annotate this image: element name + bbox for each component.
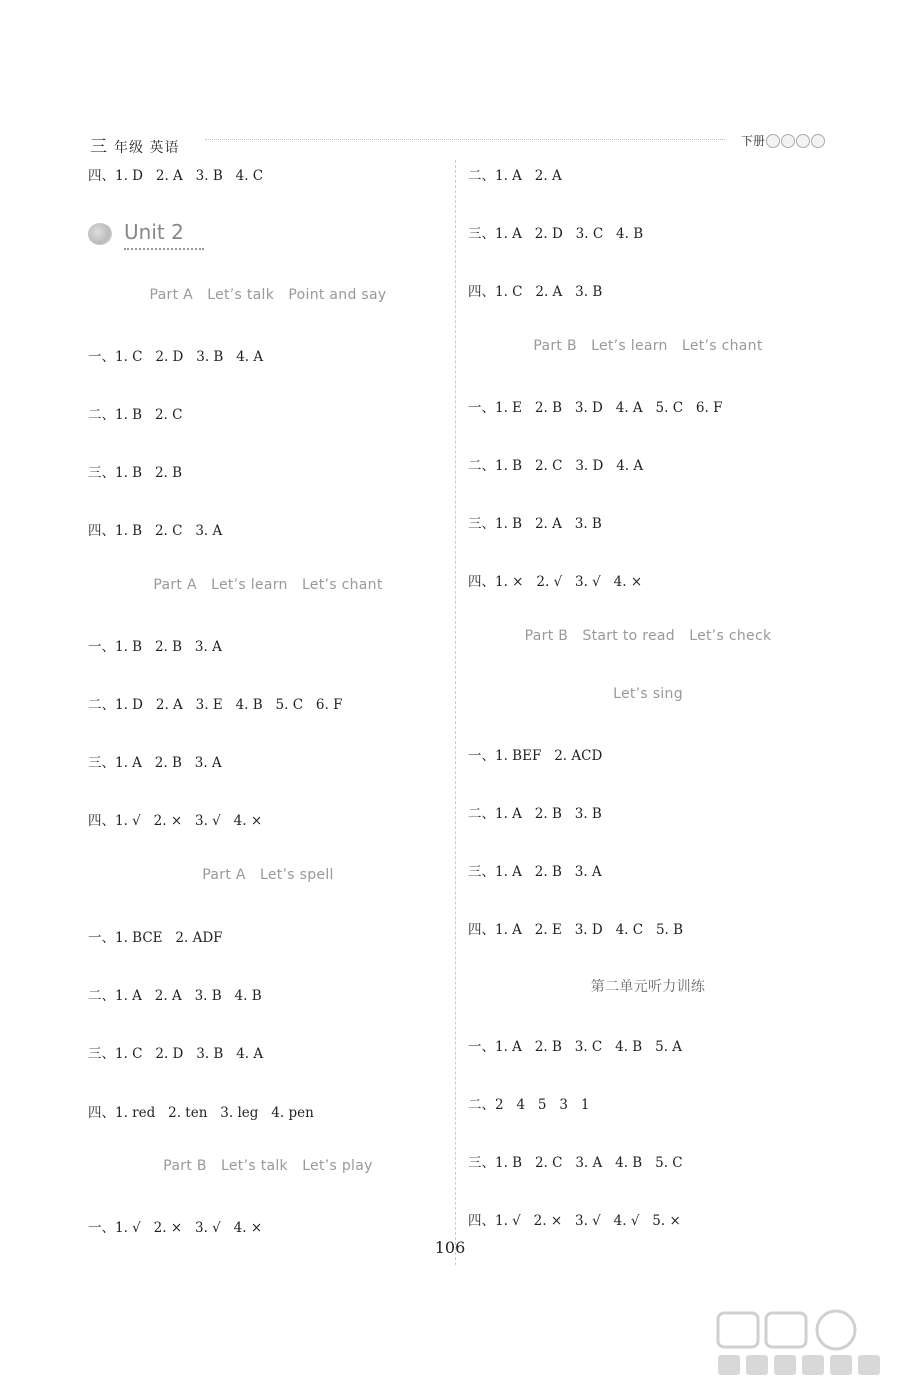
answer-row: 二、1. B 2. C: [88, 407, 183, 423]
answer-row: 一、1. E 2. B 3. D 4. A 5. C 6. F: [468, 400, 723, 416]
answer-row: 三、1. B 2. B: [88, 465, 183, 481]
answer-row: 四、1. B 2. C 3. A: [88, 523, 223, 539]
section-heading: Part A Let’s spell: [202, 867, 334, 883]
answer-row: 二、1. D 2. A 3. E 4. B 5. C 6. F: [88, 697, 343, 713]
answer-row: 四、1. D 2. A 3. B 4. C: [88, 168, 264, 184]
answer-row: 一、1. A 2. B 3. C 4. B 5. A: [468, 1039, 683, 1055]
answer-row: 一、1. BEF 2. ACD: [468, 748, 603, 764]
unit-badge-icon: [88, 223, 112, 245]
unit-title: Unit 2: [124, 220, 184, 244]
answer-row: 一、1. B 2. B 3. A: [88, 639, 222, 655]
grade-subject: 三 年级 英语: [90, 137, 180, 157]
rating-stars-icon: [766, 134, 825, 148]
answer-row: 四、1. × 2. √ 3. √ 4. ×: [468, 574, 643, 590]
section-heading: Part A Let’s talk Point and say: [149, 287, 387, 303]
answer-row: 一、1. √ 2. × 3. √ 4. ×: [88, 1220, 263, 1236]
section-heading: 第二单元听力训练: [590, 979, 706, 995]
column-divider: [455, 160, 456, 1265]
answer-row: 一、1. BCE 2. ADF: [88, 930, 223, 946]
section-heading: Part A Let’s learn Let’s chant: [153, 577, 383, 593]
answer-row: 三、1. A 2. D 3. C 4. B: [468, 226, 644, 242]
section-heading: Let’s sing: [613, 686, 683, 702]
unit-underline: [124, 248, 204, 250]
volume-label: 下册: [740, 134, 765, 148]
page-number: 106: [434, 1238, 466, 1257]
answer-row: 四、1. C 2. A 3. B: [468, 284, 603, 300]
answer-row: 三、1. B 2. A 3. B: [468, 516, 602, 532]
answer-row: 四、1. √ 2. × 3. √ 4. √ 5. ×: [468, 1213, 681, 1229]
answer-row: 四、1. red 2. ten 3. leg 4. pen: [88, 1105, 314, 1121]
answer-row: 二、1. A 2. A 3. B 4. B: [88, 988, 262, 1004]
watermark-logo-icon: [710, 1307, 890, 1382]
answer-row: 四、1. √ 2. × 3. √ 4. ×: [88, 813, 263, 829]
answer-row: 三、1. A 2. B 3. A: [468, 864, 602, 880]
answer-row: 二、1. B 2. C 3. D 4. A: [468, 458, 644, 474]
answer-row: 一、1. C 2. D 3. B 4. A: [88, 349, 264, 365]
answer-row: 三、1. A 2. B 3. A: [88, 755, 222, 771]
answer-row: 四、1. A 2. E 3. D 4. C 5. B: [468, 922, 684, 938]
section-heading: Part B Let’s learn Let’s chant: [533, 338, 763, 354]
answer-row: 二、2 4 5 3 1: [468, 1097, 590, 1113]
answer-row: 二、1. A 2. B 3. B: [468, 806, 602, 822]
answer-row: 三、1. B 2. C 3. A 4. B 5. C: [468, 1155, 683, 1171]
section-heading: Part B Start to read Let’s check: [524, 628, 772, 644]
header-divider: [205, 139, 725, 140]
answer-row: 二、1. A 2. A: [468, 168, 562, 184]
answer-row: 三、1. C 2. D 3. B 4. A: [88, 1046, 264, 1062]
section-heading: Part B Let’s talk Let’s play: [163, 1158, 373, 1174]
unit-heading: [88, 220, 218, 252]
page-header: [90, 132, 825, 157]
